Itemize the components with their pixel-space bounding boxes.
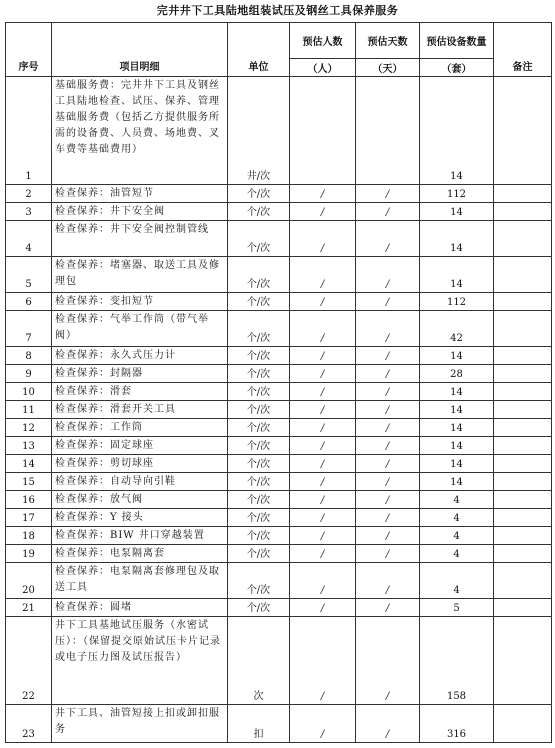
row-number: 16 xyxy=(6,491,52,509)
people-cell: / xyxy=(290,527,356,545)
days-cell: / xyxy=(356,545,420,563)
unit-cell: 个/次 xyxy=(228,185,290,203)
row-number: 18 xyxy=(6,527,52,545)
item-description: 检查保养：滑套开关工具 xyxy=(52,401,228,419)
remark-cell xyxy=(494,599,552,617)
quantity-cell: 4 xyxy=(420,491,494,509)
days-cell: / xyxy=(356,437,420,455)
days-cell: / xyxy=(356,491,420,509)
table-row xyxy=(6,455,552,473)
table-row xyxy=(6,293,552,311)
unit-cell: 个/次 xyxy=(228,473,290,491)
days-cell: / xyxy=(356,221,420,257)
remark-cell xyxy=(494,221,552,257)
quantity-cell: 14 xyxy=(420,455,494,473)
table-row xyxy=(6,437,552,455)
remark-cell xyxy=(494,527,552,545)
days-cell: / xyxy=(356,401,420,419)
quantity-cell: 4 xyxy=(420,509,494,527)
remark-cell xyxy=(494,617,552,705)
people-cell: / xyxy=(290,473,356,491)
header-people-unit: （人） xyxy=(290,59,356,77)
item-description: 检查保养：封隔器 xyxy=(52,365,228,383)
item-description: 井下工具基地试压服务（水密试压）：（保留提交原始试压卡片记录或电子压力图及试压报告） xyxy=(52,617,228,705)
row-number: 8 xyxy=(6,347,52,365)
people-cell: / xyxy=(290,311,356,347)
table-title: 完井井下工具陆地组装试压及钢丝工具保养服务 xyxy=(156,4,399,17)
people-cell: / xyxy=(290,599,356,617)
row-number: 23 xyxy=(6,705,52,743)
people-cell: / xyxy=(290,545,356,563)
unit-cell: 个/次 xyxy=(228,401,290,419)
days-cell: / xyxy=(356,257,420,293)
quantity-cell: 112 xyxy=(420,185,494,203)
unit-cell: 扣 xyxy=(228,705,290,743)
unit-cell: 个/次 xyxy=(228,311,290,347)
quantity-cell: 5 xyxy=(420,599,494,617)
quantity-cell: 14 xyxy=(420,437,494,455)
table-row xyxy=(6,509,552,527)
people-cell: / xyxy=(290,705,356,743)
remark-cell xyxy=(494,705,552,743)
people-cell: / xyxy=(290,221,356,257)
days-cell: / xyxy=(356,455,420,473)
days-cell: / xyxy=(356,293,420,311)
people-cell: / xyxy=(290,509,356,527)
quantity-cell: 112 xyxy=(420,293,494,311)
people-cell: / xyxy=(290,419,356,437)
row-number: 5 xyxy=(6,257,52,293)
quantity-cell: 14 xyxy=(420,401,494,419)
people-cell: / xyxy=(290,347,356,365)
table-row xyxy=(6,491,552,509)
quantity-cell: 4 xyxy=(420,527,494,545)
header-qty: 预估设备数量 xyxy=(420,23,494,59)
table-row xyxy=(6,257,552,293)
people-cell xyxy=(290,77,356,185)
unit-cell: 个/次 xyxy=(228,419,290,437)
remark-cell xyxy=(494,185,552,203)
item-description: 检查保养：电泵隔离套修理包及取送工具 xyxy=(52,563,228,599)
table-row xyxy=(6,311,552,347)
row-number: 1 xyxy=(6,77,52,185)
row-number: 14 xyxy=(6,455,52,473)
days-cell: / xyxy=(356,419,420,437)
row-number: 21 xyxy=(6,599,52,617)
unit-cell: 井/次 xyxy=(228,77,290,185)
people-cell: / xyxy=(290,455,356,473)
header-item: 项目明细 xyxy=(52,23,228,77)
item-description: 检查保养：永久式压力计 xyxy=(52,347,228,365)
row-number: 4 xyxy=(6,221,52,257)
row-number: 22 xyxy=(6,617,52,705)
unit-cell: 个/次 xyxy=(228,293,290,311)
unit-cell: 个/次 xyxy=(228,545,290,563)
remark-cell xyxy=(494,455,552,473)
unit-cell: 个/次 xyxy=(228,509,290,527)
header-no: 序号 xyxy=(6,23,52,77)
row-number: 12 xyxy=(6,419,52,437)
unit-cell: 个/次 xyxy=(228,347,290,365)
days-cell: / xyxy=(356,509,420,527)
item-description: 检查保养：堵塞器、取送工具及修理包 xyxy=(52,257,228,293)
item-description: 检查保养：变扣短节 xyxy=(52,293,228,311)
row-number: 15 xyxy=(6,473,52,491)
days-cell: / xyxy=(356,311,420,347)
table-row xyxy=(6,473,552,491)
table-row xyxy=(6,599,552,617)
days-cell: / xyxy=(356,599,420,617)
unit-cell: 个/次 xyxy=(228,383,290,401)
unit-cell: 个/次 xyxy=(228,437,290,455)
row-number: 7 xyxy=(6,311,52,347)
item-description: 检查保养：圆堵 xyxy=(52,599,228,617)
header-qty-unit: （套） xyxy=(420,59,494,77)
item-description: 井下工具、油管短接上扣或卸扣服务 xyxy=(52,705,228,743)
remark-cell xyxy=(494,401,552,419)
table-row xyxy=(6,419,552,437)
unit-cell: 个/次 xyxy=(228,221,290,257)
row-number: 9 xyxy=(6,365,52,383)
table-row xyxy=(6,77,552,185)
item-description: 检查保养：井下安全阀 xyxy=(52,203,228,221)
service-table xyxy=(5,22,552,743)
header-people: 预估人数 xyxy=(290,23,356,59)
table-row xyxy=(6,705,552,743)
row-number: 2 xyxy=(6,185,52,203)
people-cell: / xyxy=(290,401,356,419)
quantity-cell: 14 xyxy=(420,77,494,185)
header-unit: 单位 xyxy=(228,23,290,77)
days-cell: / xyxy=(356,527,420,545)
remark-cell xyxy=(494,347,552,365)
quantity-cell: 158 xyxy=(420,617,494,705)
people-cell: / xyxy=(290,257,356,293)
item-description: 基础服务费：完井井下工具及钢丝工具陆地检查、试压、保养、管理基础服务费（包括乙方提供服务所需的设备费、人员费、场地费、叉车费等基础费用） xyxy=(52,77,228,185)
item-description: 检查保养：油管短节 xyxy=(52,185,228,203)
people-cell: / xyxy=(290,563,356,599)
remark-cell xyxy=(494,77,552,185)
item-description: 检查保养：滑套 xyxy=(52,383,228,401)
quantity-cell: 14 xyxy=(420,221,494,257)
item-description: 检查保养：自动导向引鞋 xyxy=(52,473,228,491)
item-description: 检查保养：BIW 井口穿越装置 xyxy=(52,527,228,545)
days-cell: / xyxy=(356,563,420,599)
table-row xyxy=(6,617,552,705)
days-cell: / xyxy=(356,203,420,221)
people-cell: / xyxy=(290,437,356,455)
people-cell: / xyxy=(290,617,356,705)
days-cell: / xyxy=(356,185,420,203)
header-remark: 备注 xyxy=(494,23,552,77)
table-row xyxy=(6,365,552,383)
unit-cell: 个/次 xyxy=(228,527,290,545)
table-row xyxy=(6,185,552,203)
item-description: 检查保养：放气阀 xyxy=(52,491,228,509)
quantity-cell: 4 xyxy=(420,545,494,563)
people-cell: / xyxy=(290,203,356,221)
quantity-cell: 14 xyxy=(420,419,494,437)
remark-cell xyxy=(494,491,552,509)
table-row xyxy=(6,347,552,365)
unit-cell: 个/次 xyxy=(228,203,290,221)
remark-cell xyxy=(494,383,552,401)
row-number: 17 xyxy=(6,509,52,527)
remark-cell xyxy=(494,509,552,527)
days-cell: / xyxy=(356,473,420,491)
table-row xyxy=(6,383,552,401)
quantity-cell: 14 xyxy=(420,383,494,401)
quantity-cell: 28 xyxy=(420,365,494,383)
quantity-cell: 4 xyxy=(420,563,494,599)
days-cell: / xyxy=(356,705,420,743)
remark-cell xyxy=(494,293,552,311)
item-description: 检查保养：固定球座 xyxy=(52,437,228,455)
remark-cell xyxy=(494,311,552,347)
days-cell xyxy=(356,77,420,185)
table-row xyxy=(6,563,552,599)
item-description: 检查保养：剪切球座 xyxy=(52,455,228,473)
unit-cell: 次 xyxy=(228,617,290,705)
remark-cell xyxy=(494,437,552,455)
people-cell: / xyxy=(290,491,356,509)
days-cell: / xyxy=(356,347,420,365)
remark-cell xyxy=(494,365,552,383)
row-number: 6 xyxy=(6,293,52,311)
unit-cell: 个/次 xyxy=(228,599,290,617)
table-row xyxy=(6,203,552,221)
quantity-cell: 14 xyxy=(420,347,494,365)
unit-cell: 个/次 xyxy=(228,257,290,293)
table-row xyxy=(6,221,552,257)
unit-cell: 个/次 xyxy=(228,491,290,509)
item-description: 检查保养：电泵隔离套 xyxy=(52,545,228,563)
item-description: 检查保养：井下安全阀控制管线 xyxy=(52,221,228,257)
remark-cell xyxy=(494,419,552,437)
row-number: 3 xyxy=(6,203,52,221)
unit-cell: 个/次 xyxy=(228,365,290,383)
unit-cell: 个/次 xyxy=(228,455,290,473)
remark-cell xyxy=(494,473,552,491)
remark-cell xyxy=(494,257,552,293)
item-description: 检查保养：Y 接头 xyxy=(52,509,228,527)
remark-cell xyxy=(494,545,552,563)
people-cell: / xyxy=(290,365,356,383)
remark-cell xyxy=(494,563,552,599)
unit-cell: 个/次 xyxy=(228,563,290,599)
item-description: 检查保养：气举工作筒（带气举阀） xyxy=(52,311,228,347)
header-days-unit: （天） xyxy=(356,59,420,77)
row-number: 11 xyxy=(6,401,52,419)
quantity-cell: 14 xyxy=(420,473,494,491)
table-body xyxy=(6,77,552,743)
row-number: 19 xyxy=(6,545,52,563)
people-cell: / xyxy=(290,383,356,401)
days-cell: / xyxy=(356,617,420,705)
row-number: 20 xyxy=(6,563,52,599)
table-row xyxy=(6,401,552,419)
row-number: 13 xyxy=(6,437,52,455)
quantity-cell: 14 xyxy=(420,257,494,293)
remark-cell xyxy=(494,203,552,221)
header-row xyxy=(6,23,552,59)
people-cell: / xyxy=(290,185,356,203)
days-cell: / xyxy=(356,383,420,401)
people-cell: / xyxy=(290,293,356,311)
row-number: 10 xyxy=(6,383,52,401)
item-description: 检查保养：工作筒 xyxy=(52,419,228,437)
quantity-cell: 14 xyxy=(420,203,494,221)
days-cell: / xyxy=(356,365,420,383)
header-days: 预估天数 xyxy=(356,23,420,59)
quantity-cell: 316 xyxy=(420,705,494,743)
quantity-cell: 42 xyxy=(420,311,494,347)
table-row xyxy=(6,527,552,545)
table-row xyxy=(6,545,552,563)
